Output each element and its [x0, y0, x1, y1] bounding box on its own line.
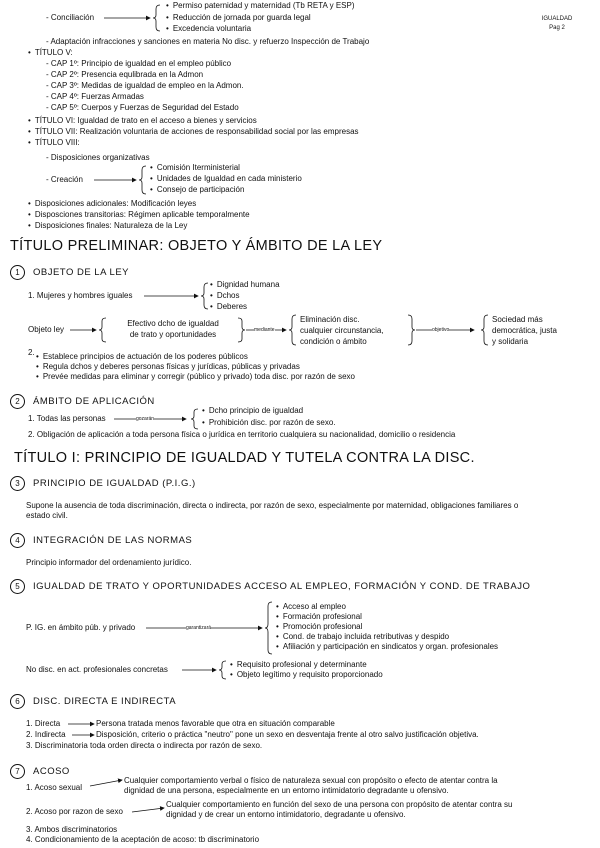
subsection-title: PRINCIPIO DE IGUALDAD (P.I.G.)	[33, 478, 196, 489]
directa-text: Persona tratada menos favorable que otra en situación comparable	[96, 719, 335, 728]
conciliacion-label: - Conciliación	[46, 13, 95, 22]
list-item: • Prevée medidas para eliminar y corregir (público y privado) toda disc. por razón de sexo	[36, 372, 355, 382]
acoso-sexual-label: 1. Acoso sexual	[26, 783, 83, 792]
titulo8-label: • TÍTULO VIII:	[28, 138, 80, 148]
list-item: • Excedencia voluntaria	[166, 24, 251, 34]
arrow	[132, 808, 164, 812]
s4-text: Principio informador del ordenamiento jurídico.	[26, 558, 192, 567]
section-title-titulo1: TÍTULO I: PRINCIPIO DE IGUALDAD Y TUTELA CONTRA LA DISC.	[14, 450, 475, 466]
creacion-label: - Creación	[46, 175, 83, 184]
arrow	[90, 780, 122, 786]
subsection-title: DISC. DIRECTA E INDIRECTA	[33, 696, 177, 707]
list-item: • Comisión Iterministerial	[150, 163, 240, 173]
directa-label: 1. Directa	[26, 719, 61, 728]
eliminacion-line: Eliminación disc.	[300, 315, 360, 324]
header-title: IGUALDAD	[541, 16, 573, 22]
list-item: • Deberes	[210, 302, 247, 312]
titulo5-label: • TÍTULO V:	[28, 48, 73, 58]
cap-item: - CAP 5º: Cuerpos y Fuerzas de Seguridad del Estado	[46, 103, 239, 112]
discriminatoria-text: 3. Discriminatoria toda orden directa o indirecta por razón de sexo.	[26, 741, 263, 750]
garantizara-label: garantizará	[186, 625, 212, 631]
brace	[99, 318, 106, 342]
list-item: • Dignidad humana	[210, 280, 280, 290]
section-number: 3	[10, 476, 25, 491]
brace	[289, 315, 296, 345]
point-two-label: 2.	[28, 348, 35, 357]
list-item: • Dcho principio de igualdad	[202, 406, 303, 416]
cap-item: - CAP 1º: Principio de igualdad en el empleo público	[46, 59, 232, 68]
section-number: 5	[10, 579, 25, 594]
section-number: 4	[10, 533, 25, 548]
s3-text: estado civil.	[26, 511, 68, 520]
brace	[481, 315, 488, 345]
acoso-razon-text: dignidad y de crear un entorno intimidatorio, degradante u ofensivo.	[166, 810, 406, 819]
list-item: • Reducción de jornada por guarda legal	[166, 13, 311, 23]
acoso-razon-label: 2. Acoso por razon de sexo	[26, 807, 123, 816]
eliminacion-line: condición o ámbito	[300, 337, 367, 346]
list-item: • Cond. de trabajo incluida retributivas y despido	[276, 632, 449, 642]
obligacion-text: 2. Obligación de aplicación a toda persona física o jurídica en territorio cualquiera su nacionalidad, domicilio o residencia	[28, 430, 456, 439]
section-number: 7	[10, 764, 25, 779]
cap-item: - CAP 3º: Medidas de igualdad de empleo en la Admon.	[46, 81, 244, 90]
indirecta-label: 2. Indirecta	[26, 730, 66, 739]
subsection-title: IGUALDAD DE TRATO Y OPORTUNIDADES ACCESO AL EMPLEO, FORMACIÓN Y COND. DE TRABAJO	[33, 581, 531, 592]
titulo6-text: • TÍTULO VI: Igualdad de trato en el acceso a bienes y servicios	[28, 116, 257, 126]
acoso-sexual-text: dignidad de una persona, especialmente en un entorno intimidatorio degradante u ofensivo.	[124, 786, 449, 795]
objetivo-label: objetivo	[432, 327, 450, 333]
brace	[265, 602, 272, 654]
list-item: • Establece principios de actuación de los poderes públicos	[36, 352, 248, 362]
subsection-title: ÁMBITO DE APLICACIÓN	[33, 396, 155, 407]
disp-org-text: - Disposiciones organizativas	[46, 153, 150, 162]
list-item: • Prohibición disc. por razón de sexo.	[202, 418, 336, 428]
disposicion-item: • Disposiciones finales: Naturaleza de la Ley	[28, 221, 187, 231]
acoso-sexual-text: Cualquier comportamiento verbal o físico de naturaleza sexual con propósito o efecto de atentar contra la	[124, 776, 498, 785]
adaptacion-text: - Adaptación infracciones y sanciones en materia No disc. y refuerzo Inspección de Trabajo	[46, 37, 370, 46]
list-item: • Consejo de participación	[150, 185, 244, 195]
list-item: • Regula dchos y deberes personas físicas y jurídicas, públicas y privadas	[36, 362, 300, 372]
subsection-title: INTEGRACIÓN DE LAS NORMAS	[33, 535, 193, 546]
cap-item: - CAP 2º: Presencia equlibrada en la Admon	[46, 70, 204, 79]
sociedad-line: Sociedad más	[492, 315, 543, 324]
acoso-razon-text: Cualquier comportamiento en función del sexo de una persona con propósito de atentar contra su	[166, 800, 513, 809]
cap-item: - CAP 4º: Fuerzas Armadas	[46, 92, 144, 101]
list-item: • Dchos	[210, 291, 240, 301]
list-item: • Requisito profesional y determinante	[230, 660, 367, 670]
subsection-title: OBJETO DE LA LEY	[33, 267, 130, 278]
list-item: • Promoción profesional	[276, 622, 362, 632]
mujeres-label: 1. Mujeres y hombres iguales	[28, 291, 133, 300]
todas-label: 1. Todas las personas	[28, 414, 106, 423]
brace	[238, 318, 245, 342]
section-title-preliminar: TÍTULO PRELIMINAR: OBJETO Y ÁMBITO DE LA LEY	[10, 238, 383, 254]
efectivo-line: Efectivo dcho de igualdad	[127, 319, 219, 328]
brace	[408, 315, 415, 345]
disposicion-item: • Disposiciones adicionales: Modificación leyes	[28, 199, 196, 209]
brace	[139, 166, 146, 194]
disposicion-item: • Disposciones transitorias: Régimen aplicable temporalmente	[28, 210, 250, 220]
indirecta-text: Disposición, criterio o práctica "neutro" pone un sexo en desventaja frente al otro salvo justificación objetiva.	[96, 730, 479, 739]
section-number: 6	[10, 694, 25, 709]
list-item: • Afiliación y participación en sindicatos y organ. profesionales	[276, 642, 498, 652]
sociedad-line: democrática, justa	[492, 326, 557, 335]
condicionamiento-text: 4. Condicionamiento de la aceptación de acoso: tb discriminatorio	[26, 835, 260, 844]
objeto-ley-label: Objeto ley	[28, 325, 65, 334]
ambos-text: 3. Ambos discriminatorios	[26, 825, 118, 834]
nodisc-label: No disc. en act. profesionales concretas	[26, 665, 168, 674]
sociedad-line: y solidaria	[492, 337, 529, 346]
subsection-title: ACOSO	[33, 766, 70, 777]
list-item: • Unidades de Igualdad en cada ministerio	[150, 174, 302, 184]
section-number: 2	[10, 394, 25, 409]
list-item: • Formación profesional	[276, 612, 362, 622]
header-page: Pag 2	[549, 25, 565, 31]
brace	[153, 5, 160, 31]
brace	[191, 409, 198, 429]
gozaran-label: gozarán	[136, 416, 155, 422]
list-item: • Objeto legítimo y requisito proporcionado	[230, 670, 383, 680]
brace	[201, 283, 208, 309]
s3-text: Supone la ausencia de toda discriminación, directa o indirecta, por razón de sexo, especialmente por maternidad, obligaciones familiares o	[26, 501, 519, 510]
eliminacion-line: cualquier circunstancia,	[300, 326, 384, 335]
list-item: • Permiso paternidad y maternidad (Tb RETA y ESP)	[166, 1, 355, 11]
section-number: 1	[10, 265, 25, 280]
pig-label: P. IG. en ámbito púb. y privado	[26, 623, 136, 632]
mediante-label: mediante	[254, 327, 275, 333]
titulo7-text: • TÍTULO VII: Realización voluntaria de acciones de responsabilidad social por las empresas	[28, 127, 359, 137]
list-item: • Acceso al empleo	[276, 602, 346, 612]
brace	[219, 661, 226, 679]
efectivo-line: de trato y oportunidades	[129, 330, 217, 339]
